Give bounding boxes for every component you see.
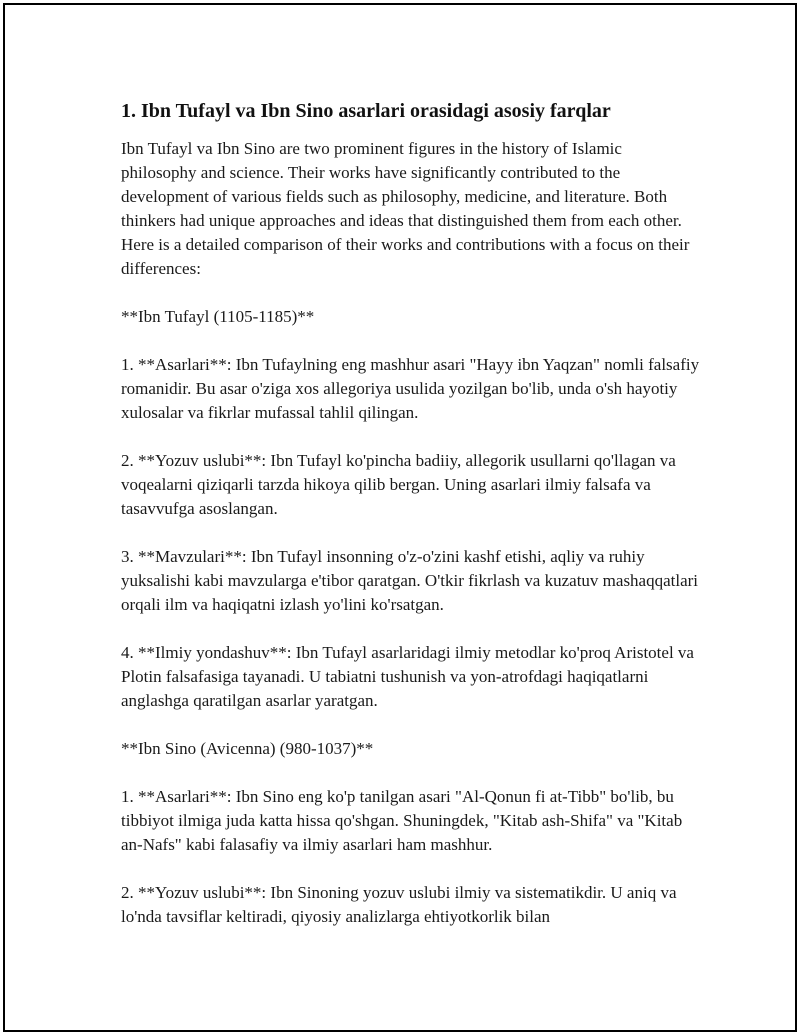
document-title: 1. Ibn Tufayl va Ibn Sino asarlari orasidagi asosiy farqlar xyxy=(121,100,611,122)
section-heading-ibn-sino: **Ibn Sino (Avicenna) (980-1037)** xyxy=(121,739,374,758)
section-heading-ibn-tufayl: **Ibn Tufayl (1105-1185)** xyxy=(121,307,315,326)
ibn-tufayl-item-scientific-approach: 4. **Ilmiy yondashuv**: Ibn Tufayl asarlaridagi ilmiy metodlar ko'proq Aristotel va Plotin falsafasiga tayanadi. U tabiatni tushunish va yon-atrofdagi haqiqatlarni anglashga qaratilgan asarlar yaratgan. xyxy=(121,643,694,710)
ibn-sino-item-writing-style: 2. **Yozuv uslubi**: Ibn Sinoning yozuv uslubi ilmiy va sistematikdir. U aniq va lo'nda tavsiflar keltiradi, qiyosiy analizlarga ehtiyotkorlik bilan xyxy=(121,883,677,926)
intro-paragraph: Ibn Tufayl va Ibn Sino are two prominent figures in the history of Islamic philosophy and science. Their works have significantly contributed to the development of various fields such as philosophy, medicine, and literature. Both thinkers had unique approaches and ideas that distinguished them from each other. Here is a detailed comparison of their works and contributions with a focus on their differences: xyxy=(121,139,690,278)
ibn-tufayl-item-themes: 3. **Mavzulari**: Ibn Tufayl insonning o'z-o'zini kashf etishi, aqliy va ruhiy yuksalishi kabi mavzularga e'tibor qaratgan. O'tkir fikrlash va kuzatuv mashaqqatlari orqali ilm va haqiqatni izlash yo'lini ko'rsatgan. xyxy=(121,547,699,614)
ibn-tufayl-item-works: 1. **Asarlari**: Ibn Tufaylning eng mashhur asari "Hayy ibn Yaqzan" nomli falsafiy romanidir. Bu asar o'ziga xos allegoriya usulida yozilgan bo'lib, unda o'sh hayotiy xulosalar va fikrlar mufassal tahlil qilingan. xyxy=(121,355,700,422)
document-page xyxy=(3,3,797,1032)
ibn-sino-item-works: 1. **Asarlari**: Ibn Sino eng ko'p tanilgan asari "Al-Qonun fi at-Tibb" bo'lib, bu tibbiyot ilmiga juda katta hissa qo'shgan. Shuningdek, "Kitab ash-Shifa" va "Kitab an-Nafs" kabi falasafiy va ilmiy asarlari ham mashhur. xyxy=(121,787,683,854)
ibn-tufayl-item-writing-style: 2. **Yozuv uslubi**: Ibn Tufayl ko'pincha badiiy, allegorik usullarni qo'llagan va voqealarni qiziqarli tarzda hikoya qilib bergan. Uning asarlari ilmiy falsafa va tasavvufga asoslangan. xyxy=(121,451,676,518)
document-content xyxy=(121,98,701,953)
